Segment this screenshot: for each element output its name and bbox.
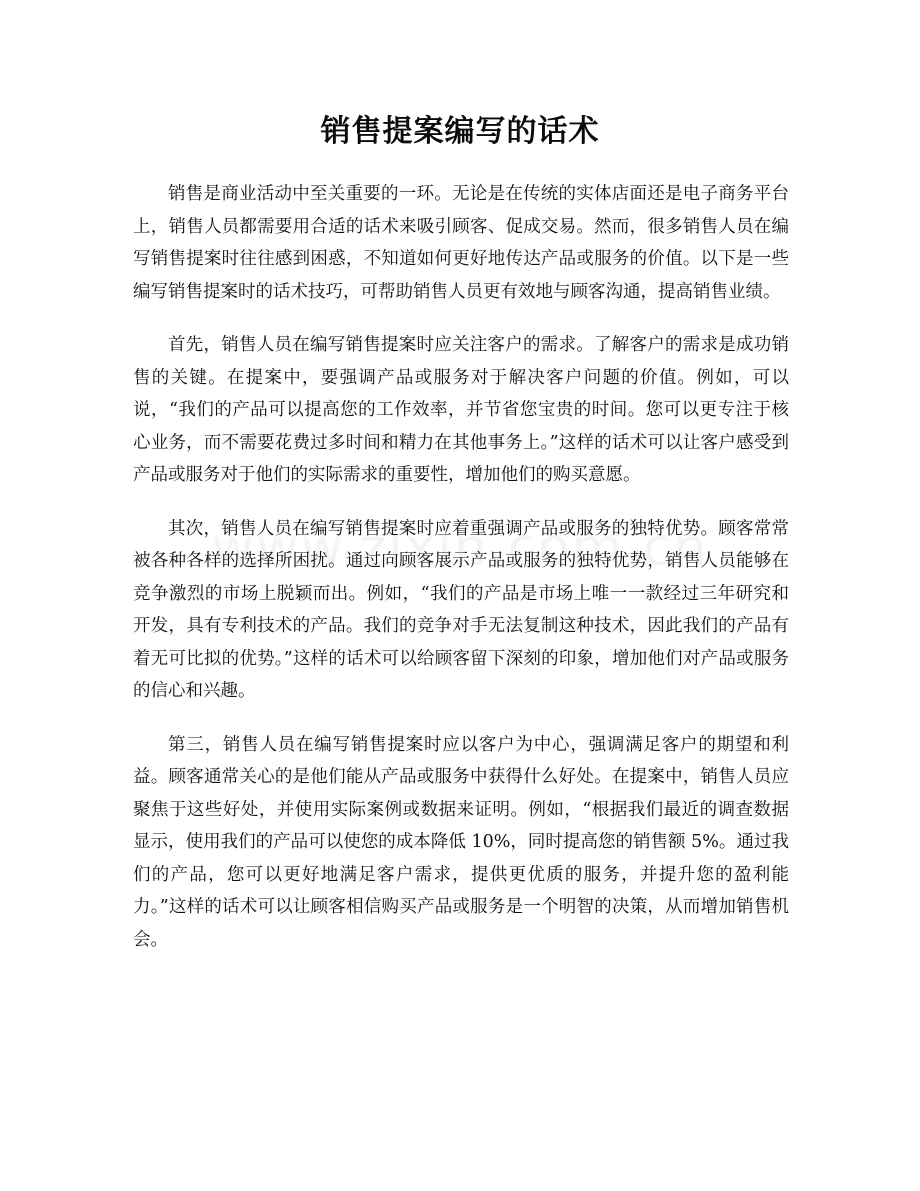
- document-body: [133, 178, 789, 977]
- paragraph-second: 其次，销售人员在编写销售提案时应着重强调产品或服务的独特优势。顾客常常被各种各样的选择所困扰。通过向顾客展示产品或服务的独特优势，销售人员能够在竞争激烈的市场上脱颖而出。例如，“我们的产品是市场上唯一一款经过三年研究和开发，具有专利技术的产品。我们的竞争对手无法复制这种技术，因此我们的产品有着无可比拟的优势。”这样的话术可以给顾客留下深刻的印象，增加他们对产品或服务的信心和兴趣。: [133, 518, 789, 701]
- paragraph-third: 第三，销售人员在编写销售提案时应以客户为中心，强调满足客户的期望和利益。顾客通常关心的是他们能从产品或服务中获得什么好处。在提案中，销售人员应聚焦于这些好处，并使用实际案例或数据来证明。例如，“根据我们最近的调查数据显示，使用我们的产品可以使您的成本降低 10%，同时提高您的销售额 5%。通过我们的产品，您可以更好地满足客户需求，提供更优质的服务，并提升您的盈利能力。”这样的话术可以让顾客相信购买产品或服务是一个明智的决策，从而增加销售机会。: [133, 734, 789, 950]
- paragraph-first: 首先，销售人员在编写销售提案时应关注客户的需求。了解客户的需求是成功销售的关键。在提案中，要强调产品或服务对于解决客户问题的价值。例如，可以说，“我们的产品可以提高您的工作效率，并节省您宝贵的时间。您可以更专注于核心业务，而不需要花费过多时间和精力在其他事务上。”这样的话术可以让客户感受到产品或服务对于他们的实际需求的重要性，增加他们的购买意愿。: [133, 335, 789, 485]
- paragraph-intro: 销售是商业活动中至关重要的一环。无论是在传统的实体店面还是电子商务平台上，销售人员都需要用合适的话术来吸引顾客、促成交易。然而，很多销售人员在编写销售提案时往往感到困惑，不知道如何更好地传达产品或服务的价值。以下是一些编写销售提案时的话术技巧，可帮助销售人员更有效地与顾客沟通，提高销售业绩。: [133, 184, 789, 302]
- document-title: 销售提案编写的话术: [320, 114, 600, 149]
